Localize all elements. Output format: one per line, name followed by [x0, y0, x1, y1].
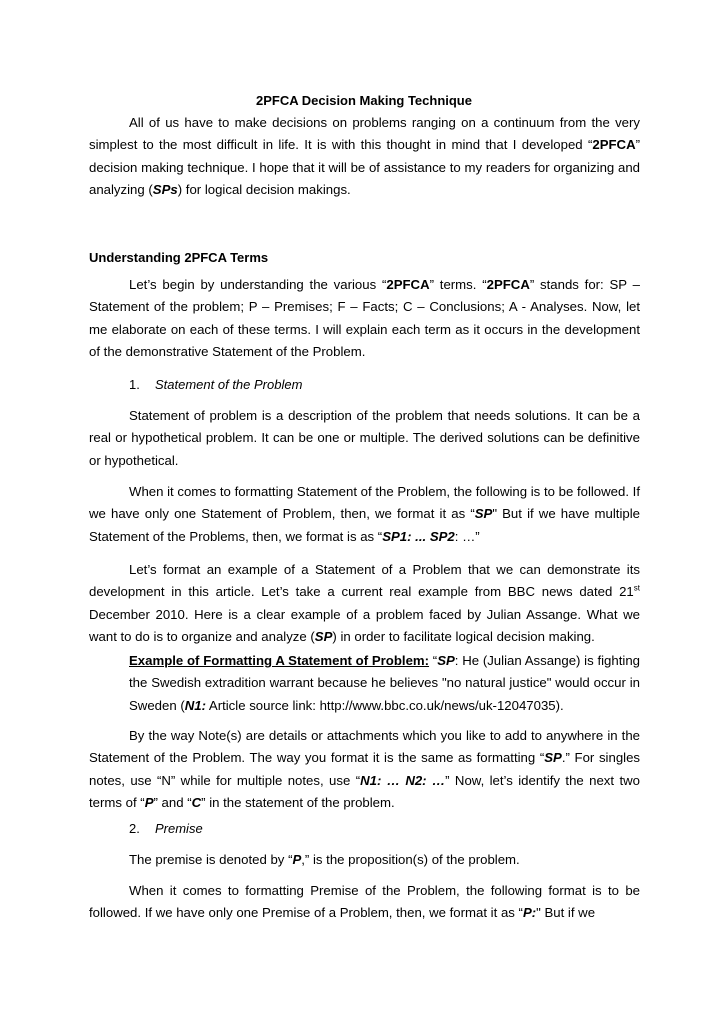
intro-sps: SPs: [152, 181, 178, 197]
superscript-st: st: [633, 583, 640, 593]
format-premise-paragraph: [89, 880, 640, 925]
example-intro-text-3: ) in order to facilitate logical decision making.: [332, 628, 595, 644]
format-premise-text-2: " But if we: [536, 905, 596, 921]
example-text-1: “: [429, 653, 438, 668]
example-text-2: : He (Julian Assange) is fighting the Swedish extradition warrant because he believes "no natural justice" would occur in Sweden (: [129, 653, 640, 713]
list-item-statement: [129, 376, 302, 394]
terms-bold-1: 2PFCA: [386, 277, 430, 292]
intro-text-1: All of us have to make decisions on problems ranging on a continuum from the very simplest to the most difficult in life. It is with this thought in mind that I developed “: [89, 115, 640, 153]
premise-bi-1: P: [292, 852, 302, 867]
format-premise-bi-1: P:: [522, 905, 537, 921]
notes-bi-1: SP: [544, 750, 562, 766]
format-sp-bi-2: SP1: ... SP2: [382, 528, 455, 544]
notes-bi-4: C: [191, 794, 202, 810]
document-title: 2PFCA Decision Making Technique: [256, 93, 472, 108]
format-sp-paragraph: [89, 481, 640, 548]
intro-text-2: ” decision making technique. I hope that it will be of assistance to my readers for organizing and analyzing (: [89, 137, 640, 197]
notes-bi-2: N1: … N2: …: [360, 772, 446, 788]
terms-text-3: ” stands for: SP – Statement of the problem; P – Premises; F – Facts; C – Conclusions; A - Analyses. Now, let me elaborate on each of these terms. I will explain each term as it occurs in the development of the demonstrative Statement of the Problem.: [89, 277, 640, 359]
notes-text-2: .” For singles notes, use “N” while for multiple notes, use “: [89, 750, 641, 788]
example-intro-paragraph: [89, 559, 640, 648]
intro-text-3: ) for logical decision makings.: [177, 181, 351, 197]
format-premise-text-1: When it comes to formatting Premise of the Problem, the following format is to be followed. If we have only one Premise of a Problem, then, we format it as “: [89, 883, 640, 921]
list-item-premise: [129, 820, 203, 838]
terms-text-2: ” terms. “: [429, 277, 487, 292]
intro-bold-2pfca: 2PFCA: [592, 137, 636, 153]
example-bi-1: SP: [437, 653, 455, 668]
notes-text-4: ” and “: [153, 794, 192, 810]
intro-paragraph: [89, 112, 640, 201]
terms-paragraph: [89, 274, 640, 363]
example-intro-bi-1: SP: [314, 628, 333, 644]
notes-text-5: ” in the statement of the problem.: [201, 794, 395, 810]
list-number: 1.: [129, 377, 140, 392]
format-sp-bi-1: SP: [474, 506, 493, 522]
format-sp-text-1: When it comes to formatting Statement of the Problem, the following is to be followed. If we have only one Statement of Problem, then, we format it as “: [89, 484, 640, 522]
notes-bi-3: P: [144, 794, 154, 810]
premise-description: [89, 849, 640, 871]
example-block: [129, 650, 640, 717]
notes-text-3: ” Now, let’s identify the next two terms of “: [89, 772, 640, 810]
list-label: Statement of the Problem: [155, 377, 303, 392]
example-intro-text-1: Let’s format an example of a Statement of a Problem that we can demonstrate its development in this article. Let’s take a current real example from BBC news dated 21: [89, 562, 640, 600]
premise-text-2: ,” is the proposition(s) of the problem.: [301, 852, 520, 867]
section-heading: Understanding 2PFCA Terms: [89, 250, 269, 265]
list-number: 2.: [129, 821, 140, 836]
notes-text-1: By the way Note(s) are details or attachments which you like to add to anywhere in the Statement of the Problem. The way you format it is the same as formatting “: [89, 728, 640, 766]
example-text-3: Article source link: http://www.bbc.co.uk/news/uk-12047035).: [205, 697, 564, 713]
notes-paragraph: [89, 725, 640, 814]
format-sp-text-2: " But if we have multiple Statement of the Problems, then, we format is as “: [89, 506, 640, 544]
terms-text-1: Let’s begin by understanding the various “: [129, 277, 387, 292]
example-label: Example of Formatting A Statement of Problem:: [129, 653, 430, 668]
example-intro-text-2: December 2010. Here is a clear example of a problem faced by Julian Assange. What we want to do is to organize and analyze (: [89, 606, 640, 644]
premise-text-1: The premise is denoted by “: [129, 852, 293, 867]
list-label: Premise: [155, 821, 203, 836]
terms-bold-2: 2PFCA: [486, 277, 530, 292]
format-sp-text-3: : …”: [454, 528, 480, 544]
problem-description: Statement of problem is a description of the problem that needs solutions. It can be a real or hypothetical problem. It can be one or multiple. The derived solutions can be definitive or hypothetical.: [89, 408, 640, 468]
example-bi-2: N1:: [184, 697, 206, 713]
